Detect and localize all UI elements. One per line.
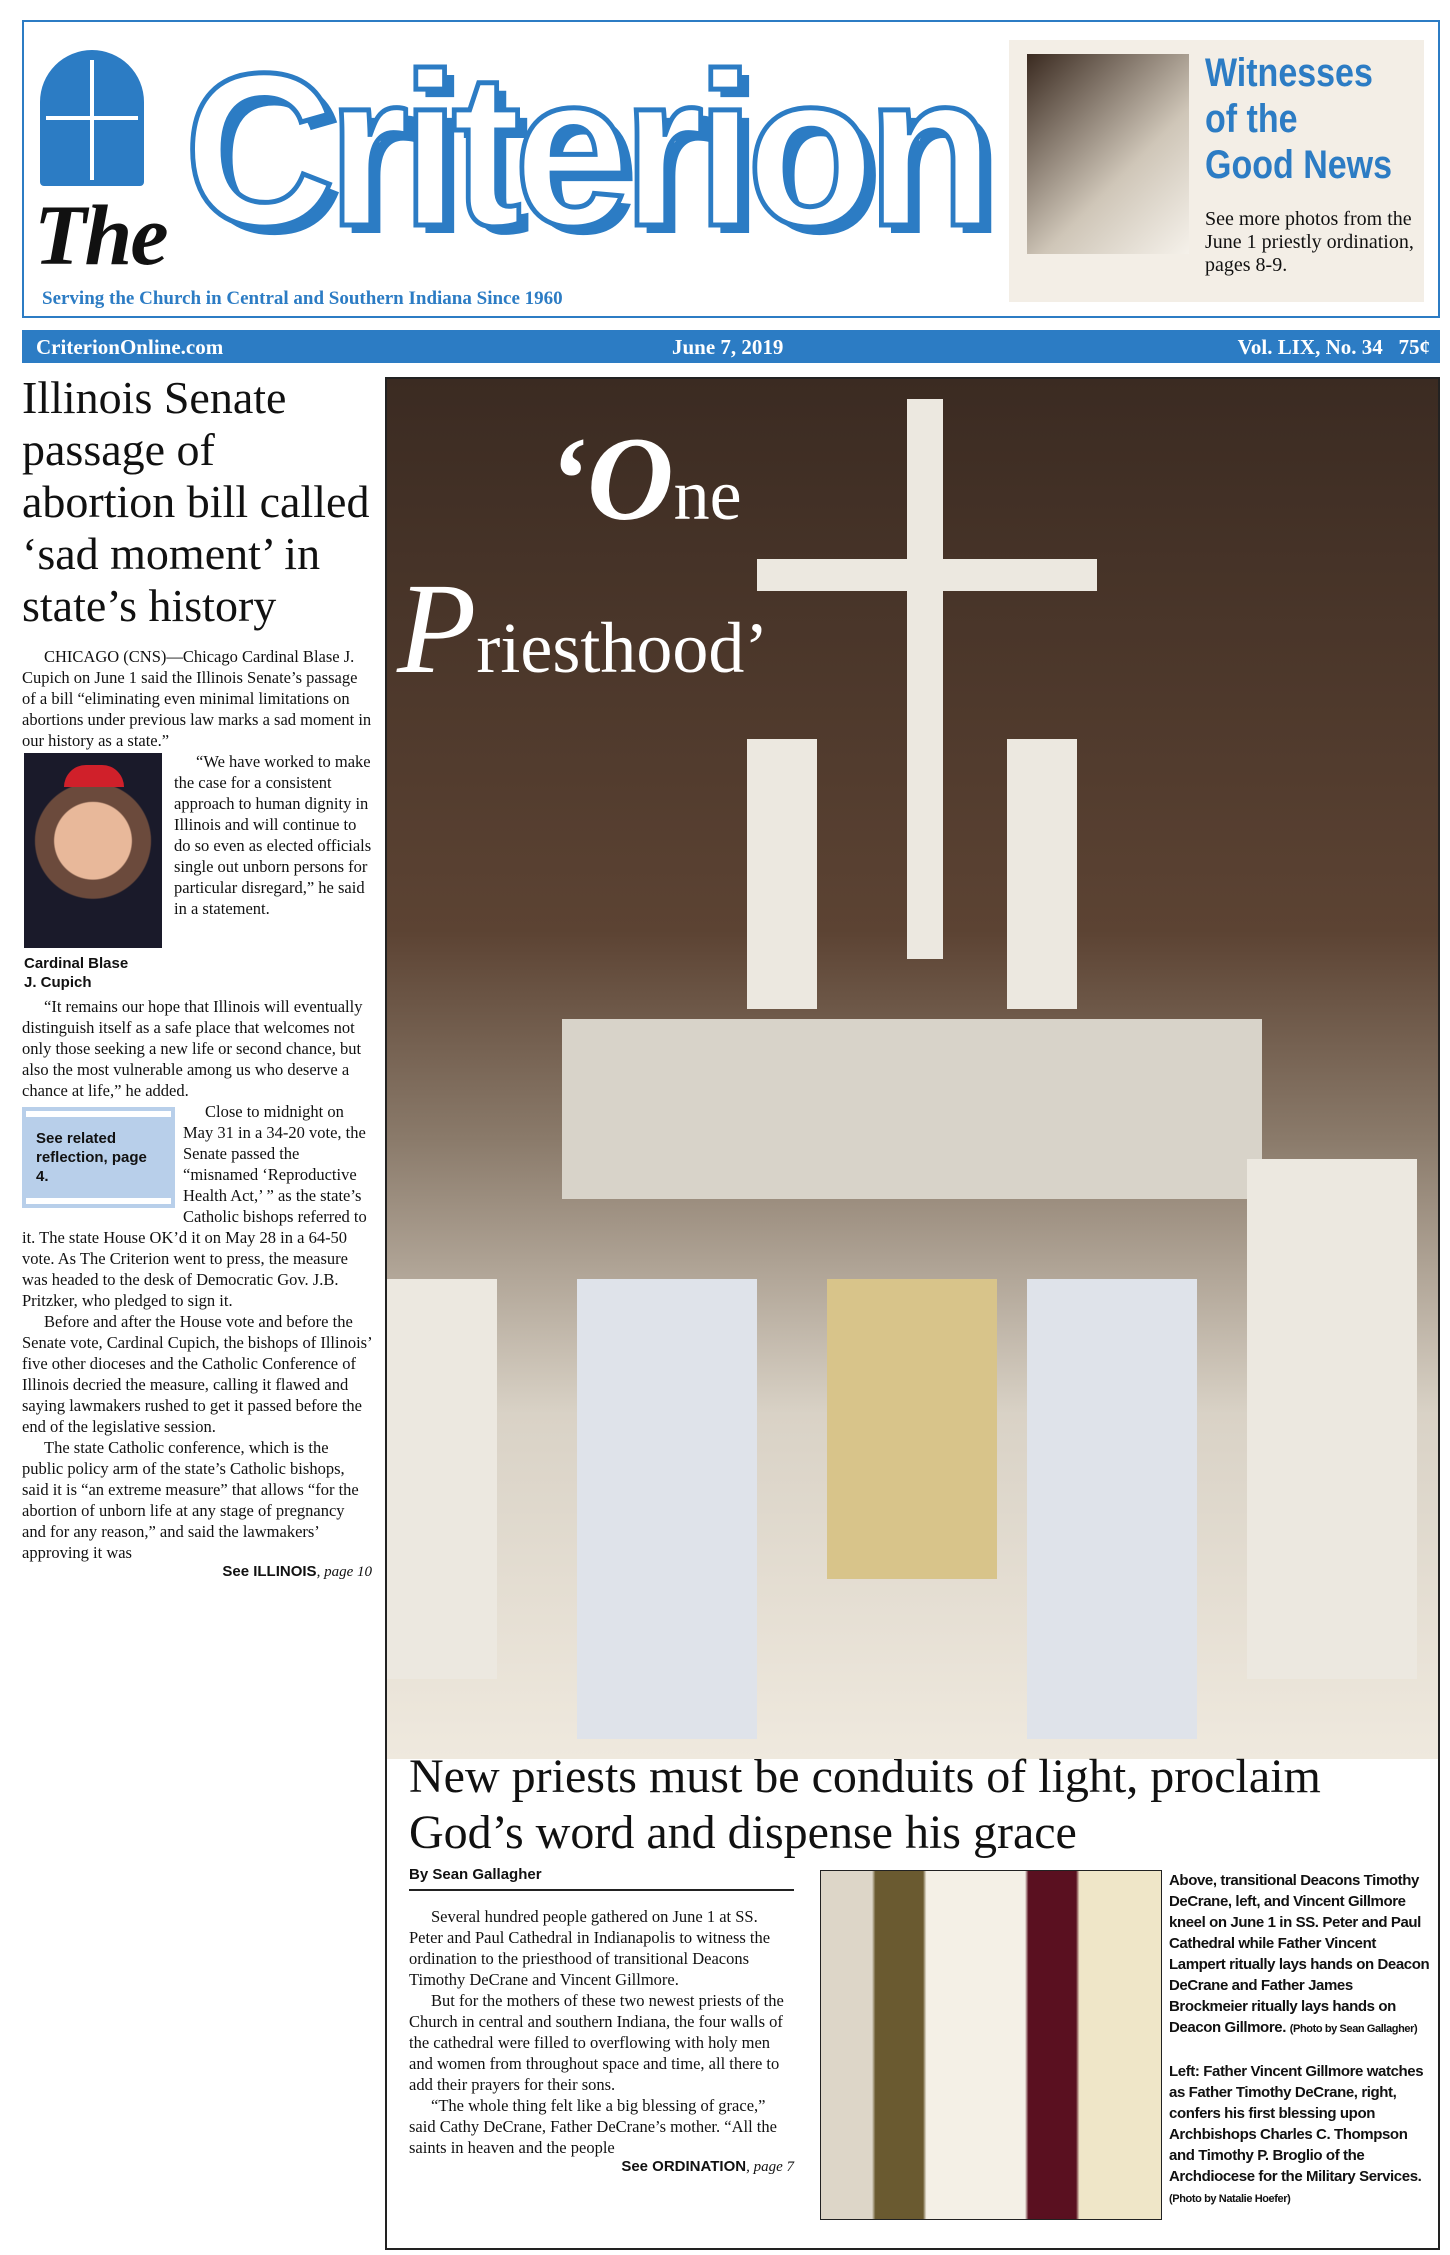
related-reflection-box[interactable]: See related reflection, page 4.	[26, 1111, 171, 1204]
jump-label: See ORDINATION	[621, 2158, 747, 2175]
issue-number: Vol. LIX, No. 34 75¢	[1237, 335, 1430, 359]
photo-captions	[1169, 1870, 1431, 2210]
overlay-initial: ‘O	[547, 412, 674, 545]
cupich-photo	[24, 753, 162, 948]
masthead	[22, 20, 1440, 318]
paragraph: Before and after the House vote and before the Senate vote, Cardinal Cupich, the bishops of Illinois’ five other dioceses and the Catholic Conference of Illinois decried the measure, calling it flawed and saying lawmakers rushed to get it passed before the end of the legislative session.	[22, 1312, 372, 1436]
church-logo-icon	[40, 50, 144, 186]
jump-label: See ILLINOIS	[222, 1563, 317, 1580]
jump-page: , page 10	[316, 1564, 372, 1580]
byline: By Sean Gallagher	[409, 1866, 794, 1891]
paragraph: Close to midnight on May 31 in a 34-20 vote, the Senate passed the “misnamed ‘Reproductive Health Act,’ ” as the state’s Catholic bishops referred to it. The state House OK’d it on May 28 in a 64-50 vote. As The Criterion went to press, the measure was headed to the desk of Democratic Gov. J.B. Pritzker, who pledged to sign it.	[22, 1102, 367, 1310]
ordination-photo	[387, 379, 1438, 1759]
overlay-rest: ne	[673, 455, 742, 535]
promo-photo	[1027, 54, 1189, 254]
website-link[interactable]: CriterionOnline.com	[36, 335, 224, 359]
paragraph: CHICAGO (CNS)—Chicago Cardinal Blase J. Cupich on June 1 said the Illinois Senate’s passage of a bill “eliminating even minimal limitations on abortions under previous law marks a sad moment in our history as a state.”	[22, 647, 372, 750]
overlay-title-one	[547, 412, 742, 545]
left-story	[22, 372, 372, 1581]
main-story-body	[409, 1906, 794, 2176]
paragraph: “We have worked to make the case for a consistent approach to human dignity in Illinois and will continue to do so even as elected officials single out unborn persons for particular disregard,” he said in a statement.	[174, 752, 372, 918]
tagline: Serving the Church in Central and Southern Indiana Since 1960	[42, 288, 563, 309]
masthead-the: The	[34, 187, 167, 283]
left-headline: Illinois Senate passage of abortion bill called ‘sad moment’ in state’s history	[22, 372, 370, 631]
cupich-figure	[24, 753, 164, 992]
info-bar	[22, 330, 1440, 363]
blessing-photo	[820, 1870, 1162, 2220]
left-story-body	[22, 646, 372, 1581]
main-story	[385, 377, 1440, 2250]
photo-credit: (Photo by Natalie Hoefer)	[1169, 2193, 1291, 2205]
caption-left: Left: Father Vincent Gillmore watches as Father Timothy DeCrane, right, confers his first blessing upon Archbishops Charles C. Thompson and Timothy P. Broglio of the Archdiocese for the Military Services.	[1169, 2063, 1424, 2185]
promo-title-line: Good News	[1205, 143, 1393, 187]
paragraph: But for the mothers of these two newest priests of the Church in central and southern Indiana, the four walls of the cathedral were filled to overflowing with holy men and women from throughout space and time, all there to add their prayers for their sons.	[409, 1991, 784, 2094]
paragraph: “The whole thing felt like a big blessing of grace,” said Cathy DeCrane, Father DeCrane’s mother. “All the saints in heaven and the people	[409, 2096, 777, 2157]
issue-date: June 7, 2019	[672, 335, 784, 359]
promo-title-line: Witnesses	[1205, 51, 1373, 95]
promo-box[interactable]	[1009, 40, 1424, 302]
promo-title	[1205, 50, 1392, 188]
paragraph: The state Catholic conference, which is the public policy arm of the state’s Catholic bishops, said it is “an extreme measure” that allows “for the abortion of unborn life at any stage of pregnancy and for any reason,” and said the lawmakers’ approving it was	[22, 1438, 359, 1562]
promo-text: See more photos from the June 1 priestly ordination, pages 8-9.	[1205, 208, 1414, 276]
overlay-title-priesthood	[397, 557, 769, 701]
jump-page: , page 7	[746, 2159, 794, 2175]
jump-link-ordination[interactable]	[409, 2158, 794, 2176]
masthead-name: Criterion	[184, 29, 987, 272]
cupich-caption: Cardinal Blase J. Cupich	[24, 955, 129, 991]
caption-above: Above, transitional Deacons Timothy DeCrane, left, and Vincent Gillmore kneel on June 1 in SS. Peter and Paul Cathedral while Father Vincent Lampert ritually lays hands on Deacon DeCrane and Father James Brockmeier ritually lays hands on Deacon Gillmore.	[1169, 1872, 1430, 2036]
main-headline: New priests must be conduits of light, proclaim God’s word and dispense his grace	[409, 1750, 1321, 1859]
paragraph: “It remains our hope that Illinois will eventually distinguish itself as a safe place that welcomes not only those seeking a new life or second chance, but also the most vulnerable among us who deserve a chance at life,” he added.	[22, 997, 363, 1100]
photo-credit: (Photo by Sean Gallagher)	[1289, 2023, 1418, 2035]
overlay-rest: riesthood’	[476, 608, 769, 688]
jump-link-illinois[interactable]	[22, 1563, 372, 1581]
promo-title-line: of the	[1205, 97, 1298, 141]
paragraph: Several hundred people gathered on June 1 at SS. Peter and Paul Cathedral in Indianapolis to witness the ordination to the priesthood of transitional Deacons Timothy DeCrane and Vincent Gillmore.	[409, 1907, 771, 1989]
overlay-initial: P	[397, 557, 477, 701]
